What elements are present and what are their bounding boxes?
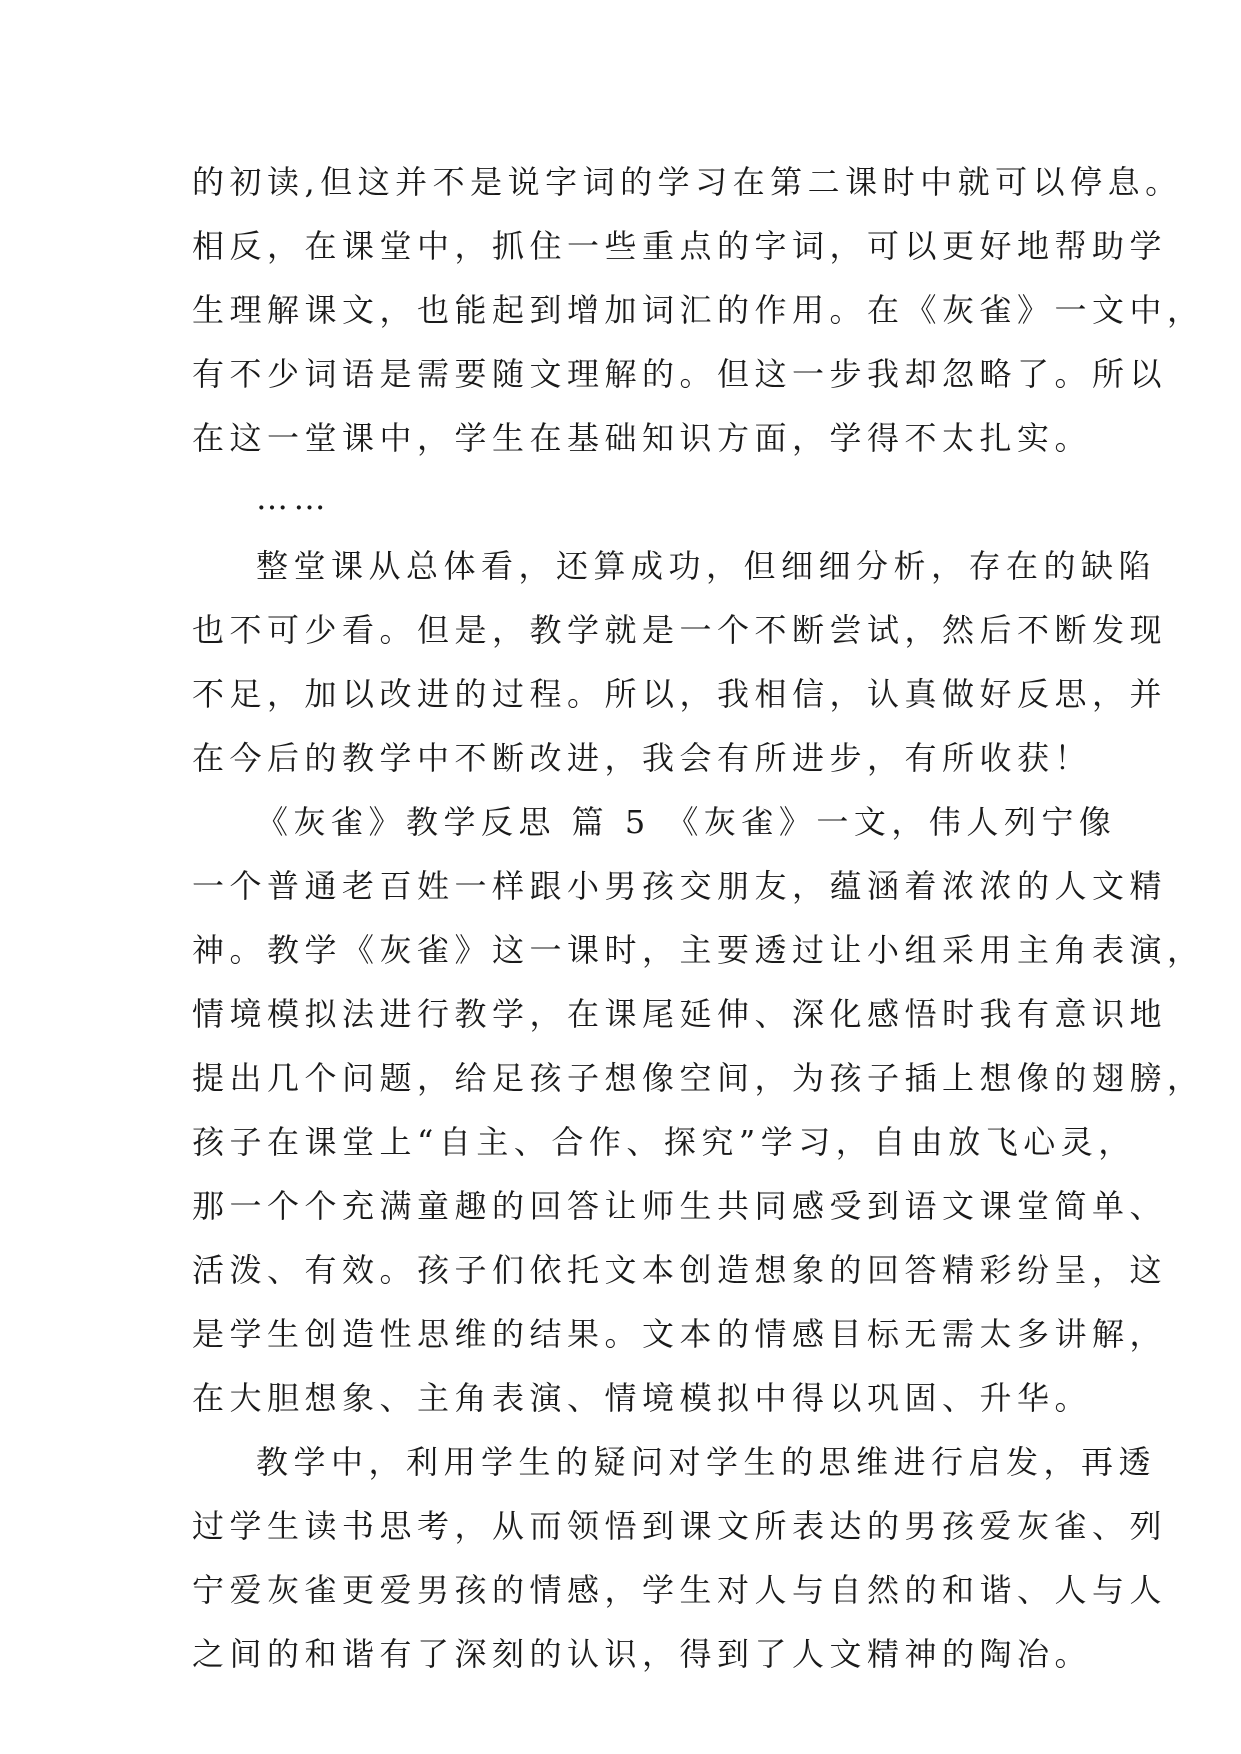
text-line: 也不可少看。但是，教学就是一个不断尝试，然后不断发现 — [192, 611, 1168, 649]
text-line: 在今后的教学中不断改进，我会有所进步，有所收获！ — [192, 739, 1093, 777]
text-line: 过学生读书思考，从而领悟到课文所表达的男孩爱灰雀、列 — [192, 1507, 1168, 1545]
text-line: 神。教学《灰雀》这一课时，主要透过让小组采用主角表演， — [192, 931, 1205, 969]
text-line: 之间的和谐有了深刻的认识，得到了人文精神的陶冶。 — [192, 1635, 1093, 1673]
text-line: 是学生创造性思维的结果。文本的情感目标无需太多讲解， — [192, 1315, 1168, 1353]
text-line: 有不少词语是需要随文理解的。但这一步我却忽略了。所以 — [192, 355, 1168, 393]
text-line: 情境模拟法进行教学，在课尾延伸、深化感悟时我有意识地 — [192, 995, 1168, 1033]
text-line: 活泼、有效。孩子们依托文本创造想象的回答精彩纷呈，这 — [192, 1251, 1168, 1289]
text-line: 提出几个问题，给足孩子想像空间，为孩子插上想像的翅膀， — [192, 1059, 1205, 1097]
text-line: 的初读,但这并不是说字词的学习在第二课时中就可以停息。 — [192, 163, 1183, 201]
text-line: 不足，加以改进的过程。所以，我相信，认真做好反思，并 — [192, 675, 1168, 713]
text-line: 在这一堂课中，学生在基础知识方面，学得不太扎实。 — [192, 419, 1093, 457]
text-line: 一个普通老百姓一样跟小男孩交朋友，蕴涵着浓浓的人文精 — [192, 867, 1168, 905]
text-line: 孩子在课堂上“自主、合作、探究”学习，自由放飞心灵， — [192, 1123, 1136, 1161]
text-line: 那一个个充满童趣的回答让师生共同感受到语文课堂简单、 — [192, 1187, 1168, 1225]
text-line: 宁爱灰雀更爱男孩的情感，学生对人与自然的和谐、人与人 — [192, 1571, 1168, 1609]
paragraph-start: 整堂课从总体看，还算成功，但细细分析，存在的缺陷 — [256, 547, 1157, 585]
paragraph-start: 教学中，利用学生的疑问对学生的思维进行启发，再透 — [256, 1443, 1157, 1481]
text-line: 在大胆想象、主角表演、情境模拟中得以巩固、升华。 — [192, 1379, 1093, 1417]
text-line: 相反，在课堂中，抓住一些重点的字词，可以更好地帮助学 — [192, 227, 1168, 265]
text-line: 生理解课文，也能起到增加词汇的作用。在《灰雀》一文中， — [192, 291, 1205, 329]
ellipsis-line: …… — [256, 479, 331, 517]
section-heading-line: 《灰雀》教学反思 篇 5 《灰雀》一文，伟人列宁像 — [256, 803, 1117, 841]
